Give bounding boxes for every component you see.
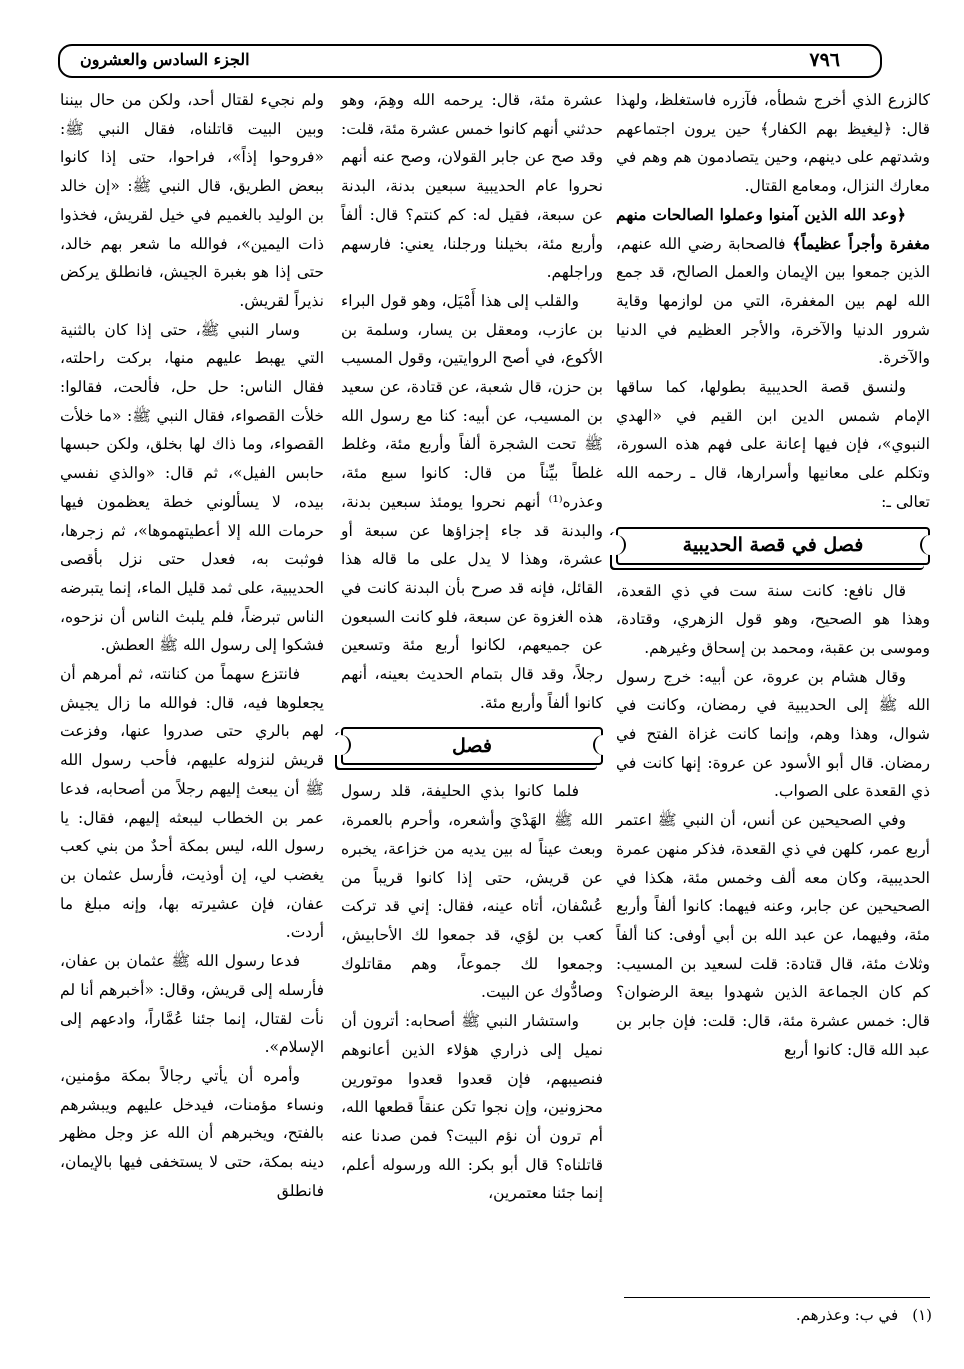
paragraph: وفي الصحيحين عن أنس، أن النبي ﷺ اعتمر أربع عمر، كلهن في ذي القعدة، فذكر منهن عمرة الحديبية، وكان معه ألف وخمس مئة، هكذا في الصحيحين عن جابر، وعنه فيهما: كانوا ألفاً وأربع مئة، وفيهما، عن عبد الله بن أبي أوفى: كنا ألفاً وثلاث مئة، قال قتادة: قلت لسعيد بن المسيب: كم كان الجماعة الذين شهدوا بيعة الرضوان؟ قال: خمس عشرة مئة، قال: قلت: فإن جابر بن عبد الله قال: كانوا أربع: [616, 811, 930, 1059]
paragraph: وأمره أن يأتي رجالاً بمكة مؤمنين، ونساء مؤمنات، فيدخل عليهم ويبشرهم بالفتح، ويخبرهم أن الله عز وجل مظهر دينه بمكة، حتى لا يستخفى فيها بالإيمان، فانطلق: [60, 1066, 324, 1200]
paragraph-text: فالصحابة رضي الله عنهم، الذين جمعوا بين الإيمان والعمل الصالح، قد جمع الله لهم بين المغفرة، التي من لوازمها وقاية شرور الدنيا والآخرة، والأجر العظيم في الدنيا والآخرة.: [616, 234, 930, 368]
section-title: فصل: [452, 735, 492, 758]
paragraph: عشرة مئة، قال: يرحمه الله وهِمَ، وهو حدثني أنهم كانوا خمس عشرة مئة، قلت: وقد صح عن جابر القولان، وصح عنه أنهم نحروا عام الحديبية سبعين بدنة، البدنة عن سبعة، فقيل له: كم كنتم؟ قال: ألفاً وأربع مئة، بخيلنا ورجلنا، يعني: فارسهم وراجلهم.: [341, 91, 603, 282]
paragraph: ولنسق قصة الحديبية بطولها، كما ساقها الإمام شمس الدين ابن القيم في «الهدي النبوي»، فإن فيها إعانة على فهم هذه السورة، وتكلم على معانيها وأسرارها، قال ـ رحمه الله تعالى ـ:: [616, 378, 930, 511]
paragraph: كالزرع الذي أخرج شطأه، فآزره فاستغلظ، ولهذا قال: ﴿ليغيظ بهم الكفار﴾ حين يرون اجتماعهم وشدتهم على دينهم، وحين يتصادمون هم وهم في معارك النزال، ومعامع القتال.: [616, 91, 930, 196]
paragraph: قال نافع: كانت سنة ست في ذي القعدة، وهذا هو الصحيح، وهو قول الزهري، وقتادة، وموسى بن عقبة، ومحمد بن إسحاق وغيرهم.: [616, 581, 930, 657]
text-column-left: [60, 86, 324, 1205]
paragraph: ولم نجيء لقتال أحد، ولكن من حال بيننا وبين البيت قاتلناه، فقال النبي ﷺ: «فروحوا إذاً»، فراحوا، حتى إذا كانوا ببعض الطريق، قال النبي ﷺ: «إن خالد بن الوليد بالغميم في خيل لقريش، فخذوا ذات اليمين»، فوالله ما شعر بهم خالد، حتى إذا هو بغبرة الجيش، فانطلق يركض نذيراً لقريش.: [60, 91, 324, 310]
paragraph: فدعا رسول الله ﷺ عثمان بن عفان، فأرسله إلى قريش، وقال: «أخبرهم أنا لم نأت لقتال، إنما جئنا عُمَّاراً، وادعهم إلى الإسلام».: [60, 952, 324, 1057]
footnote-divider: [624, 1297, 930, 1298]
page-header: [58, 44, 882, 78]
footnote-number: (١): [912, 1306, 932, 1324]
section-heading: [341, 727, 603, 765]
paragraph: وسار النبي ﷺ، حتى إذا كان بالثنية التي يهبط عليهم منها، بركت راحلته، فقال الناس: حل حل، فألحت، فقالوا: خلأت القصواء، فقال النبي ﷺ: «ما خلأت القصواء، وما ذاك لها بخلق، ولكن حبسها حابس الفيل»، ثم قال: «والذي نفسي بيده، لا يسألوني خطة يعظمون فيها حرمات الله إلا أعطيتهموها»، ثم زجرها، فوثبت به، فعدل حتى نزل بأقصى الحديبية، على ثمد قليل الماء، إنما يتبرضه الناس تبرضاً، فلم يلبث الناس أن نزحوه، فشكوا إلى رسول الله ﷺ العطش.: [60, 320, 324, 655]
paragraph: [616, 201, 930, 373]
paragraph: فانتزع سهماً من كنانته، ثم أمرهم أن يجعلوها فيه، قال: فوالله ما زال يجيش لهم بالري حتى صدروا عنها، وفزعت قريش لنزوله عليهم، فأحب رسول الله ﷺ أن يبعث إليهم رجلاً من أصحابه، فدعا عمر بن الخطاب ليبعثه إليهم، فقال: يا رسول الله، ليس بمكة أحدٌ من بني كعب يغضب لي، إن أوذيت، فأرسل عثمان بن عفان، فإن عشيرته بها، وإنه مبلغ ما أردت.: [60, 665, 324, 942]
text-column-right: [616, 86, 930, 1065]
paragraph: والقلب إلى هذا أَمْيَل، وهو قول البراء بن عازب، ومعقل بن يسار، وسلمة بن الأكوع، في أصح الروايتين، وقول المسيب بن حزن، قال شعبة، عن قتادة، عن سعيد بن المسيب، عن أبيه: كنا مع رسول الله ﷺ تحت الشجرة ألفاً وأربع مئة، وغلط غلطاً بيِّناً من قال: كانوا سبع مئة، وعذره⁽¹⁾ أنهم نحروا يومئذ سبعين بدنة، والبدنة قد جاء إجزاؤها عن سبعة أو عشرة، وهذا لا يدل على ما قاله هذا القائل، فإنه قد صرح بأن البدنة كانت في هذه الغزوة عن سبعة، فلو كانت السبعون عن جميعهم، لكانوا أربع مئة وتسعين رجلاً، وقد قال بتمام الحديث بعينه، أنهم كانوا ألفاً وأربع مئة.: [341, 291, 603, 712]
page-number: ٧٩٦: [809, 49, 840, 71]
paragraph: فلما كانوا بذي الحليفة، قلد رسول الله ﷺ الهَدْيَ وأشعره، وأحرم بالعمرة، وبعث عيناً له بين يديه من خزاعة، يخبره عن قريش، حتى إذا كانوا قريباً من عُسْفان، أتاه عينه، فقال: إني قد تركت كعب بن لؤي، قد جمعوا لك الأحابيش، وجمعوا لك جموعاً، وهم مقاتلوك وصادُّوك عن البيت.: [341, 782, 603, 1002]
running-title: الجزء السادس والعشرون: [80, 50, 250, 69]
paragraph: واستشار النبي ﷺ أصحابه: أترون أن نميل إلى ذراري هؤلاء الذين أعانوهم فنصيبهم، فإن قعدوا قعدوا موتورين محزونين، وإن نجوا تكن عنقاً قطعها الله، أم ترون أن نؤم البيت؟ فمن صدنا عنه قاتلناه؟ قال أبو بكر: الله ورسوله أعلم، إنما جئنا معتمرين،: [341, 1012, 603, 1203]
paragraph: وقال هشام بن عروة، عن أبيه: خرج رسول الله ﷺ إلى الحديبية في رمضان، وكانت في شوال، وهذا وهم، وإنما كانت غزاة الفتح في رمضان. قال أبو الأسود عن عروة: إنها كانت في ذي القعدة على الصواب.: [616, 667, 930, 801]
section-title: فصل في قصة الحديبية: [682, 534, 864, 557]
footnote-text: في ب: وعذرهم.: [795, 1306, 899, 1324]
footnote: [796, 1306, 932, 1324]
section-heading: [616, 527, 930, 565]
quran-verse: ﴿وعد الله الذين آمنوا وعملوا الصالحات منهم مغفرة وأجراً عظيماً﴾: [616, 204, 930, 253]
text-column-middle: [341, 86, 603, 1208]
